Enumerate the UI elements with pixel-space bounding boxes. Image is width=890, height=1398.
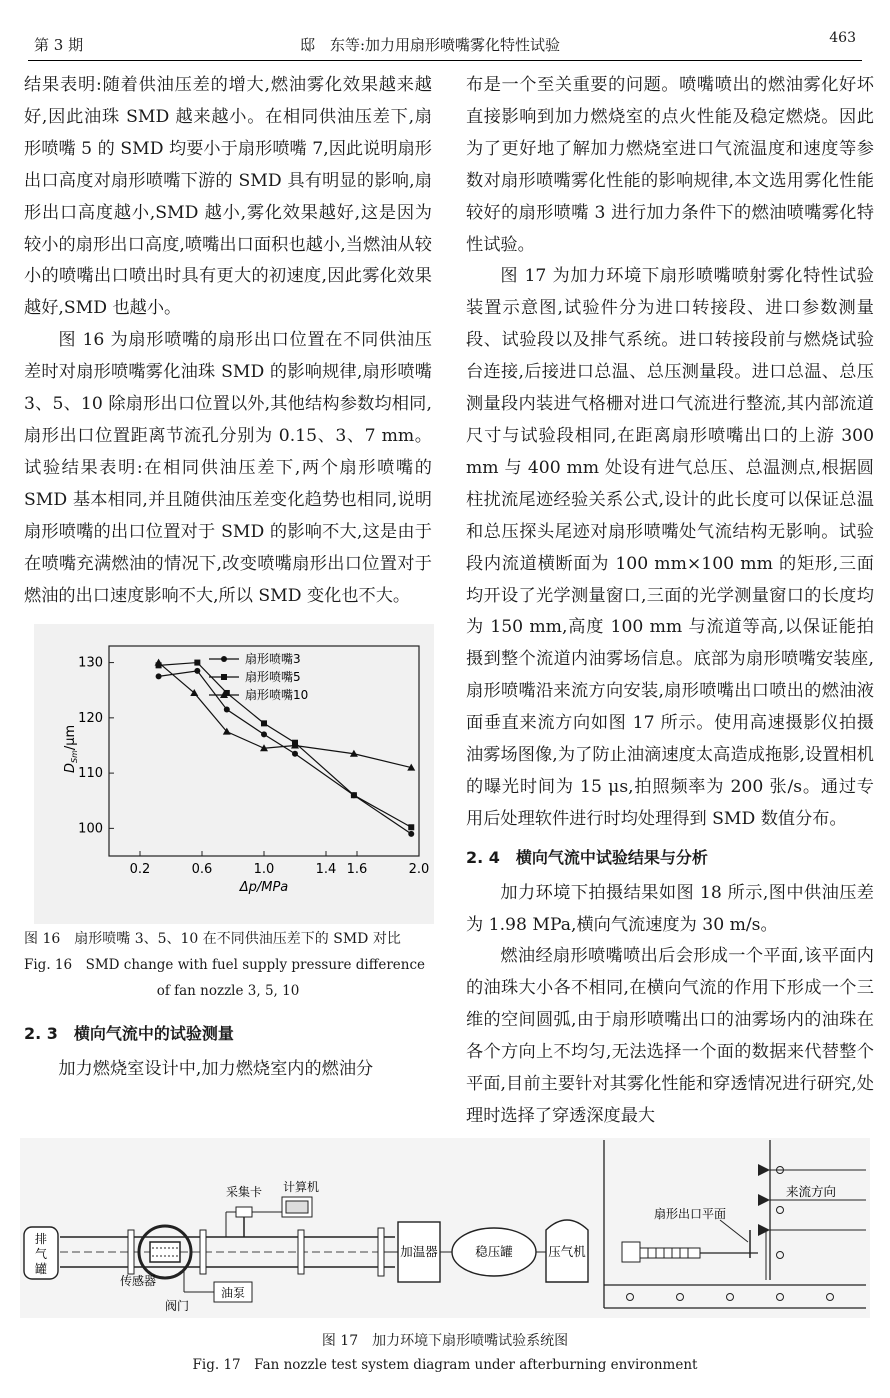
legend-marker-1: [221, 656, 227, 662]
y-tick-label: 120: [78, 711, 103, 727]
computer-label: 计算机: [283, 1180, 320, 1194]
section-heading-2-3: 2. 3 横向气流中的试验测量: [24, 1024, 234, 1044]
x-tick-label: 1.4: [315, 862, 337, 878]
nozzle-mount: [622, 1242, 640, 1262]
fig16-caption: [24, 926, 432, 1004]
y-axis-label: $D_{Sm}/\mu m$: [63, 725, 79, 774]
fig16-caption-cn: 图 16 扇形喷嘴 3、5、10 在不同供油压差下的 SMD 对比: [24, 931, 401, 948]
paragraph: 布是一个至关重要的问题。喷嘴喷出的燃油雾化好坏直接影响到加力燃烧室的点火性能及稳定燃烧。因此为了更好地了解加力燃烧室进口气流温度和速度等参数对扇形喷嘴雾化性能的影响规律,本文选用雾化性能较好的扇形喷嘴 3 进行加力条件下的燃油喷嘴雾化特性试验。: [466, 75, 874, 255]
valve-label: 阀门: [165, 1299, 190, 1313]
flange: [200, 1230, 206, 1274]
flow-direction-label: 来流方向: [786, 1184, 837, 1199]
fig16-chart: [34, 624, 434, 924]
section-heading-2-4: 2. 4 横向气流中试验结果与分析: [466, 847, 708, 867]
data-point-series-2: [194, 660, 200, 666]
y-tick-label: 130: [78, 655, 103, 671]
sensor-box: [150, 1242, 180, 1262]
data-point-series-1: [292, 751, 298, 757]
nozzle-body: [640, 1248, 700, 1258]
x-axis-label: Δp/MPa: [239, 880, 289, 896]
flange: [298, 1230, 304, 1274]
y-tick-label: 100: [78, 821, 103, 837]
tank-label: 稳压罐: [475, 1244, 513, 1259]
y-axis-label-unit: /μm: [63, 725, 78, 751]
data-point-series-1: [194, 668, 200, 674]
fig16-caption-en-2: of fan nozzle 3, 5, 10: [156, 983, 300, 1000]
fig17-caption-cn: 图 17 加力环境下扇形喷嘴试验系统图: [321, 1333, 569, 1349]
fig17-diagram: [0, 1130, 890, 1322]
data-point-series-2: [351, 793, 357, 799]
data-point-series-1: [408, 831, 414, 837]
legend-label-3: 扇形喷嘴10: [245, 688, 309, 703]
paragraph: 图 16 为扇形喷嘴的扇形出口位置在不同供油压差时对扇形喷嘴雾化油珠 SMD 的影响规律,扇形喷嘴 3、5、10 除扇形出口位置以外,其他结构参数均相同,扇形出口位置距离节流孔分别为 0.15、3、7 mm。试验结果表明:在相同供油压差下,两个扇形喷嘴的 SMD 基本相同,并且随供油压差变化趋势也相同,说明扇形喷嘴的出口位置对于 SMD 的影响不大,这是由于在喷嘴充满燃油的情况下,改变喷嘴扇形出口位置对于燃油的出口速度影响不大,所以 SMD 变化也不大。: [24, 330, 432, 606]
data-point-series-2: [261, 721, 267, 727]
issue-number: 第 3 期: [34, 36, 84, 54]
paragraph: 结果表明:随着供油压差的增大,燃油雾化效果越来越好,因此油珠 SMD 越来越小。在相同供油压差下,扇形喷嘴 5 的 SMD 均要小于扇形喷嘴 7,因此说明扇形出口高度对扇形喷嘴下游的 SMD 具有明显的影响,扇形出口高度越小,SMD 越小,雾化效果越好,这是因为较小的扇形出口高度,喷嘴出口面积也越小,当燃油从较小的喷嘴出口喷出时具有更大的初速度,因此雾化效果越好,SMD 也越小。: [24, 75, 432, 319]
data-point-series-1: [156, 674, 162, 680]
daq-card: [236, 1207, 252, 1217]
x-tick-label: 2.0: [408, 862, 430, 878]
heater-label: 加温器: [400, 1244, 438, 1259]
flange: [378, 1228, 384, 1276]
fan-exit-label: 扇形出口平面: [654, 1207, 727, 1221]
right-column: [466, 70, 874, 1133]
data-point-series-2: [408, 825, 414, 831]
exhaust-label-2: 气: [34, 1247, 48, 1261]
daq-label: 采集卡: [226, 1185, 263, 1199]
diagram-background: [20, 1138, 870, 1318]
left-column: [24, 70, 432, 1086]
y-axis-label-subscript: Sm: [70, 750, 79, 764]
data-point-series-1: [224, 707, 230, 713]
x-tick-label: 1.6: [346, 862, 368, 878]
paragraph: 加力燃烧室设计中,加力燃烧室内的燃油分: [58, 1059, 374, 1080]
paragraph: 图 17 为加力环境下扇形喷嘴喷射雾化特性试验装置示意图,试验件分为进口转接段、进口参数测量段、试验段以及排气系统。进口转接段前与燃烧试验台连接,后接进口总温、总压测量段。进口总温、总压测量段内装进气格栅对进口气流进行整流,其内部流道尺寸与试验段相同,在距离扇形喷嘴出口的上游 300 mm 与 400 mm 处设有进气总压、总温测点,根据圆柱扰流尾迹经验关系公式,设计的此长度可以保证总温和总压探头尾迹对扇形喷嘴处气流结构无影响。试验段内流道横断面为 100 mm×100 mm 的矩形,三面均开设了光学测量窗口,三面的光学测量窗口的长度均为 150 mm,高度 100 mm 与流道等高,以保证能拍摄到整个流道内油雾场信息。底部为扇形喷嘴安装座,扇形喷嘴沿来流方向安装,扇形喷嘴出口喷出的燃油液面垂直来流方向如图 17 所示。使用高速摄影仪拍摄油雾场图像,为了防止油滴速度太高造成拖影,设置相机的曝光时间为 15 μs,拍照频率为 200 张/s。通过专用后处理软件进行时均处理得到 SMD 数值分布。: [466, 266, 874, 829]
y-tick-label: 110: [78, 766, 103, 782]
fig17-caption-en: Fig. 17 Fan nozzle test system diagram under afterburning environment: [192, 1357, 698, 1373]
figure-17: [0, 1130, 890, 1398]
x-tick-label: 0.2: [129, 862, 151, 878]
running-title: 邸 东等:加力用扇形喷嘴雾化特性试验: [300, 36, 561, 54]
exhaust-label-1: 排: [34, 1232, 48, 1246]
paragraph: 加力环境下拍摄结果如图 18 所示,图中供油压差为 1.98 MPa,横向气流速度为 30 m/s。: [466, 882, 874, 935]
legend-marker-2: [221, 674, 227, 680]
data-point-series-1: [261, 732, 267, 738]
pump-label: 油泵: [220, 1286, 246, 1300]
exhaust-label-3: 罐: [34, 1262, 48, 1276]
page-header: [0, 0, 890, 62]
x-tick-label: 1.0: [253, 862, 275, 878]
legend-label-1: 扇形喷嘴3: [245, 652, 301, 667]
computer-display: [286, 1201, 308, 1213]
header-rule: [28, 60, 862, 61]
legend-label-2: 扇形喷嘴5: [245, 670, 301, 685]
flange: [128, 1230, 134, 1274]
fig16-caption-en: Fig. 16 SMD change with fuel supply pressure difference: [24, 957, 426, 974]
sensor-label: 传感器: [120, 1274, 157, 1288]
figure-16: [24, 624, 432, 1004]
page-number: 463: [829, 30, 856, 46]
compressor-label: 压气机: [548, 1244, 586, 1259]
x-tick-label: 0.6: [191, 862, 213, 878]
paragraph: 燃油经扇形喷嘴喷出后会形成一个平面,该平面内的油珠大小各不相同,在横向气流的作用下形成一个三维的空间圆弧,由于扇形喷嘴出口的油雾场内的油珠在各个方向上不均匀,无法选择一个面的数据来代替整个平面,目前主要针对其雾化性能和穿透情况进行研究,处理时选择了穿透深度最大: [466, 946, 874, 1126]
